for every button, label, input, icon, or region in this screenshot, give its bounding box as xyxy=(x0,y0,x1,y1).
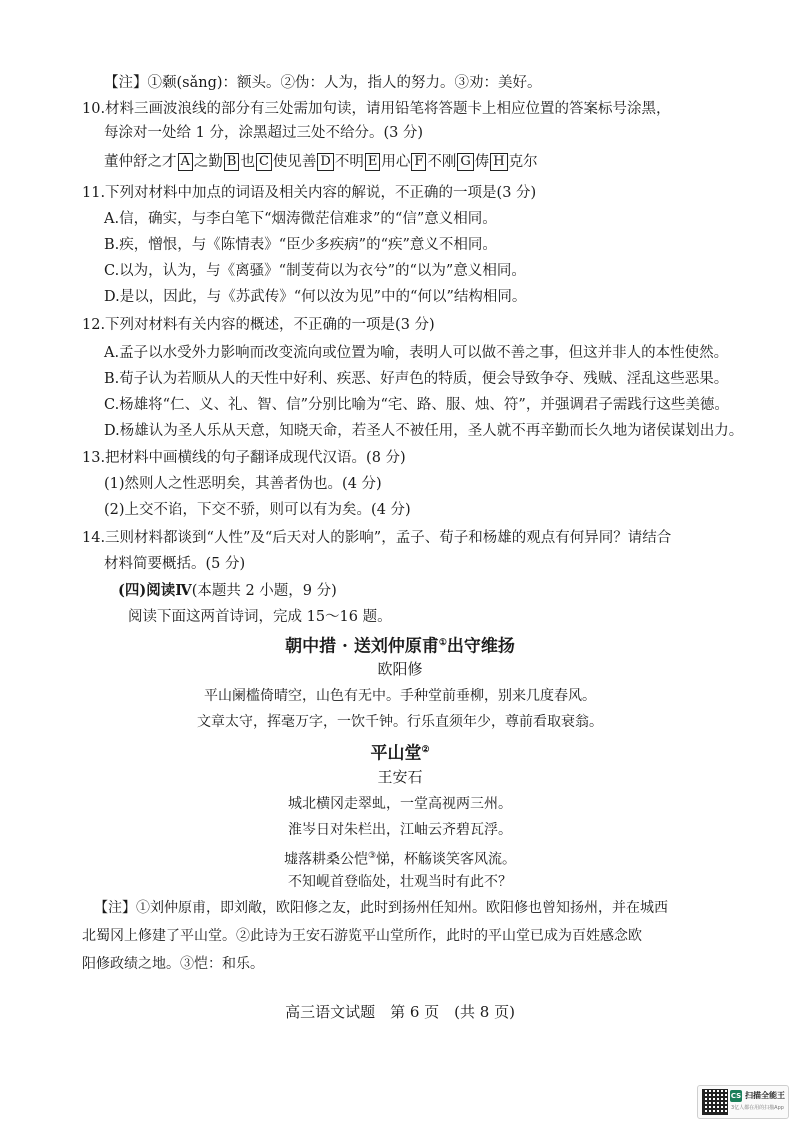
section-heading xyxy=(118,580,337,602)
segment: 董仲舒之才 xyxy=(104,154,177,170)
poem2-author: 王安石 xyxy=(377,768,423,786)
q12-stem: 12.下列对材料有关内容的概述，不正确的一项是(3 分) xyxy=(82,317,435,333)
section-intro: 阅读下面这两首诗词，完成 15～16 题。 xyxy=(128,609,392,625)
camscanner-logo-icon: CS xyxy=(730,1092,742,1100)
section-note: (本题共 2 小题，9 分) xyxy=(191,583,337,599)
poem1-title-tail: 出守维扬 xyxy=(446,636,515,657)
poem1-author: 欧阳修 xyxy=(377,660,423,678)
q11-stem: 11.下列对材料中加点的词语及相关内容的解说，不正确的一项是(3 分) xyxy=(82,185,537,201)
option-box-c[interactable]: C xyxy=(256,153,272,171)
scanner-watermark xyxy=(697,1085,789,1119)
page-footer: 高三语文试题 第 6 页 (共 8 页) xyxy=(285,1003,515,1021)
poem2-line-3b: 悌，杯觞谈笑客风流。 xyxy=(376,851,517,868)
option-box-g[interactable]: G xyxy=(457,153,473,171)
poem2-line-3a: 墟落耕桑公恺 xyxy=(283,851,368,868)
option-box-e[interactable]: E xyxy=(365,153,381,171)
segment: 不刚 xyxy=(427,154,457,170)
q10-line1: 10.材料三画波浪线的部分有三处需加句读，请用铅笔将答题卡上相应位置的答案标号涂黑， xyxy=(82,101,671,117)
q12-option-c: C.杨雄将“仁、义、礼、智、信”分别比喻为“宅、路、服、烛、符”，并强调君子需践行这些美德。 xyxy=(104,397,729,413)
note-top: 【注】①颡(sǎng)：额头。②伪：人为，指人的努力。③劝：美好。 xyxy=(104,75,542,91)
poem2-title xyxy=(0,738,800,766)
note-bottom-line1: 【注】①刘仲原甫，即刘敞，欧阳修之友，此时到扬州任知州。欧阳修也曾知扬州，并在城西 xyxy=(94,900,668,916)
poem1-title xyxy=(0,631,800,659)
footnote-mark: ③ xyxy=(367,851,377,861)
poem2-line-3 xyxy=(0,845,800,871)
section-title: (四)阅读Ⅳ xyxy=(118,582,192,599)
q12-option-b: B.荀子认为若顺从人的天性中好利、疾恶、好声色的特质，便会导致争夺、残贼、淫乱这些恶果。 xyxy=(104,371,729,387)
scanner-app-name: 扫描全能王 xyxy=(745,1091,785,1100)
footnote-mark: ① xyxy=(438,638,447,648)
q11-option-d: D.是以，因此，与《苏武传》“何以汝为见”中的“何以”结构相同。 xyxy=(104,289,527,305)
poem2-title-text: 平山堂 xyxy=(370,743,422,764)
poem2-line-4: 不知岘首登临处，壮观当时有此不？ xyxy=(288,874,512,890)
q13-sentence-2: (2)上交不谄，下交不骄，则可以有为矣。(4 分) xyxy=(104,502,411,518)
option-box-h[interactable]: H xyxy=(490,153,507,171)
q11-option-b: B.疾，憎恨，与《陈情表》“臣少多疾病”的“疾”意义不相同。 xyxy=(104,237,497,253)
q12-option-d: D.杨雄认为圣人乐从天意，知晓天命，若圣人不被任用，圣人就不再辛勤而长久地为诸侯谋划出力。 xyxy=(104,423,744,439)
poem2-line-2: 淮岑日对朱栏出，江岫云齐碧瓦浮。 xyxy=(288,822,512,838)
footnote-mark: ② xyxy=(421,745,430,755)
segment: 俦 xyxy=(474,154,490,170)
q11-option-c: C.以为，认为，与《离骚》“制芰荷以为衣兮”的“以为”意义相同。 xyxy=(104,263,526,279)
option-box-f[interactable]: F xyxy=(411,153,426,171)
segment: 也 xyxy=(240,154,255,170)
poem2-line-1: 城北横冈走翠虬，一堂高视两三州。 xyxy=(288,796,512,812)
segment: 用心 xyxy=(381,154,411,170)
q10-punctuation-options xyxy=(104,151,538,173)
segment: 不明 xyxy=(334,154,364,170)
poem1-title-text: 朝中措 · 送刘仲原甫 xyxy=(285,636,439,657)
q13-sentence-1: (1)然则人之性恶明矣，其善者伪也。(4 分) xyxy=(104,476,382,492)
scanner-app-tagline: 3亿人都在用的扫描App xyxy=(731,1105,784,1111)
q12-option-a: A.孟子以水受外力影响而改变流向或位置为喻，表明人可以做不善之事，但这并非人的本性使然。 xyxy=(104,345,729,361)
note-bottom-line3: 阳修政绩之地。③恺：和乐。 xyxy=(82,956,264,972)
option-box-d[interactable]: D xyxy=(317,153,333,171)
qr-code-icon xyxy=(702,1089,728,1115)
option-box-a[interactable]: A xyxy=(178,153,193,171)
poem1-line-1: 平山阑槛倚晴空，山色有无中。手种堂前垂柳，别来几度春风。 xyxy=(204,688,596,704)
segment: 使见善 xyxy=(272,154,317,170)
q10-line2: 每涂对一处给 1 分，涂黑超过三处不给分。(3 分) xyxy=(104,125,424,141)
q11-option-a: A.信，确实，与李白笔下“烟涛微茫信难求”的“信”意义相同。 xyxy=(104,211,497,227)
q14-line2: 材料简要概括。(5 分) xyxy=(104,556,246,572)
segment: 克尔 xyxy=(508,154,538,170)
q13-stem: 13.把材料中画横线的句子翻译成现代汉语。(8 分) xyxy=(82,450,406,466)
poem1-line-2: 文章太守，挥毫万字，一饮千钟。行乐直须年少，尊前看取衰翁。 xyxy=(197,714,603,730)
option-box-b[interactable]: B xyxy=(224,153,240,171)
note-bottom-line2: 北蜀冈上修建了平山堂。②此诗为王安石游览平山堂所作，此时的平山堂已成为百姓感念欧 xyxy=(82,928,642,944)
q14-line1: 14.三则材料都谈到“人性”及“后天对人的影响”，孟子、荀子和杨雄的观点有何异同？请结合 xyxy=(82,530,672,546)
segment: 之勤 xyxy=(193,154,223,170)
